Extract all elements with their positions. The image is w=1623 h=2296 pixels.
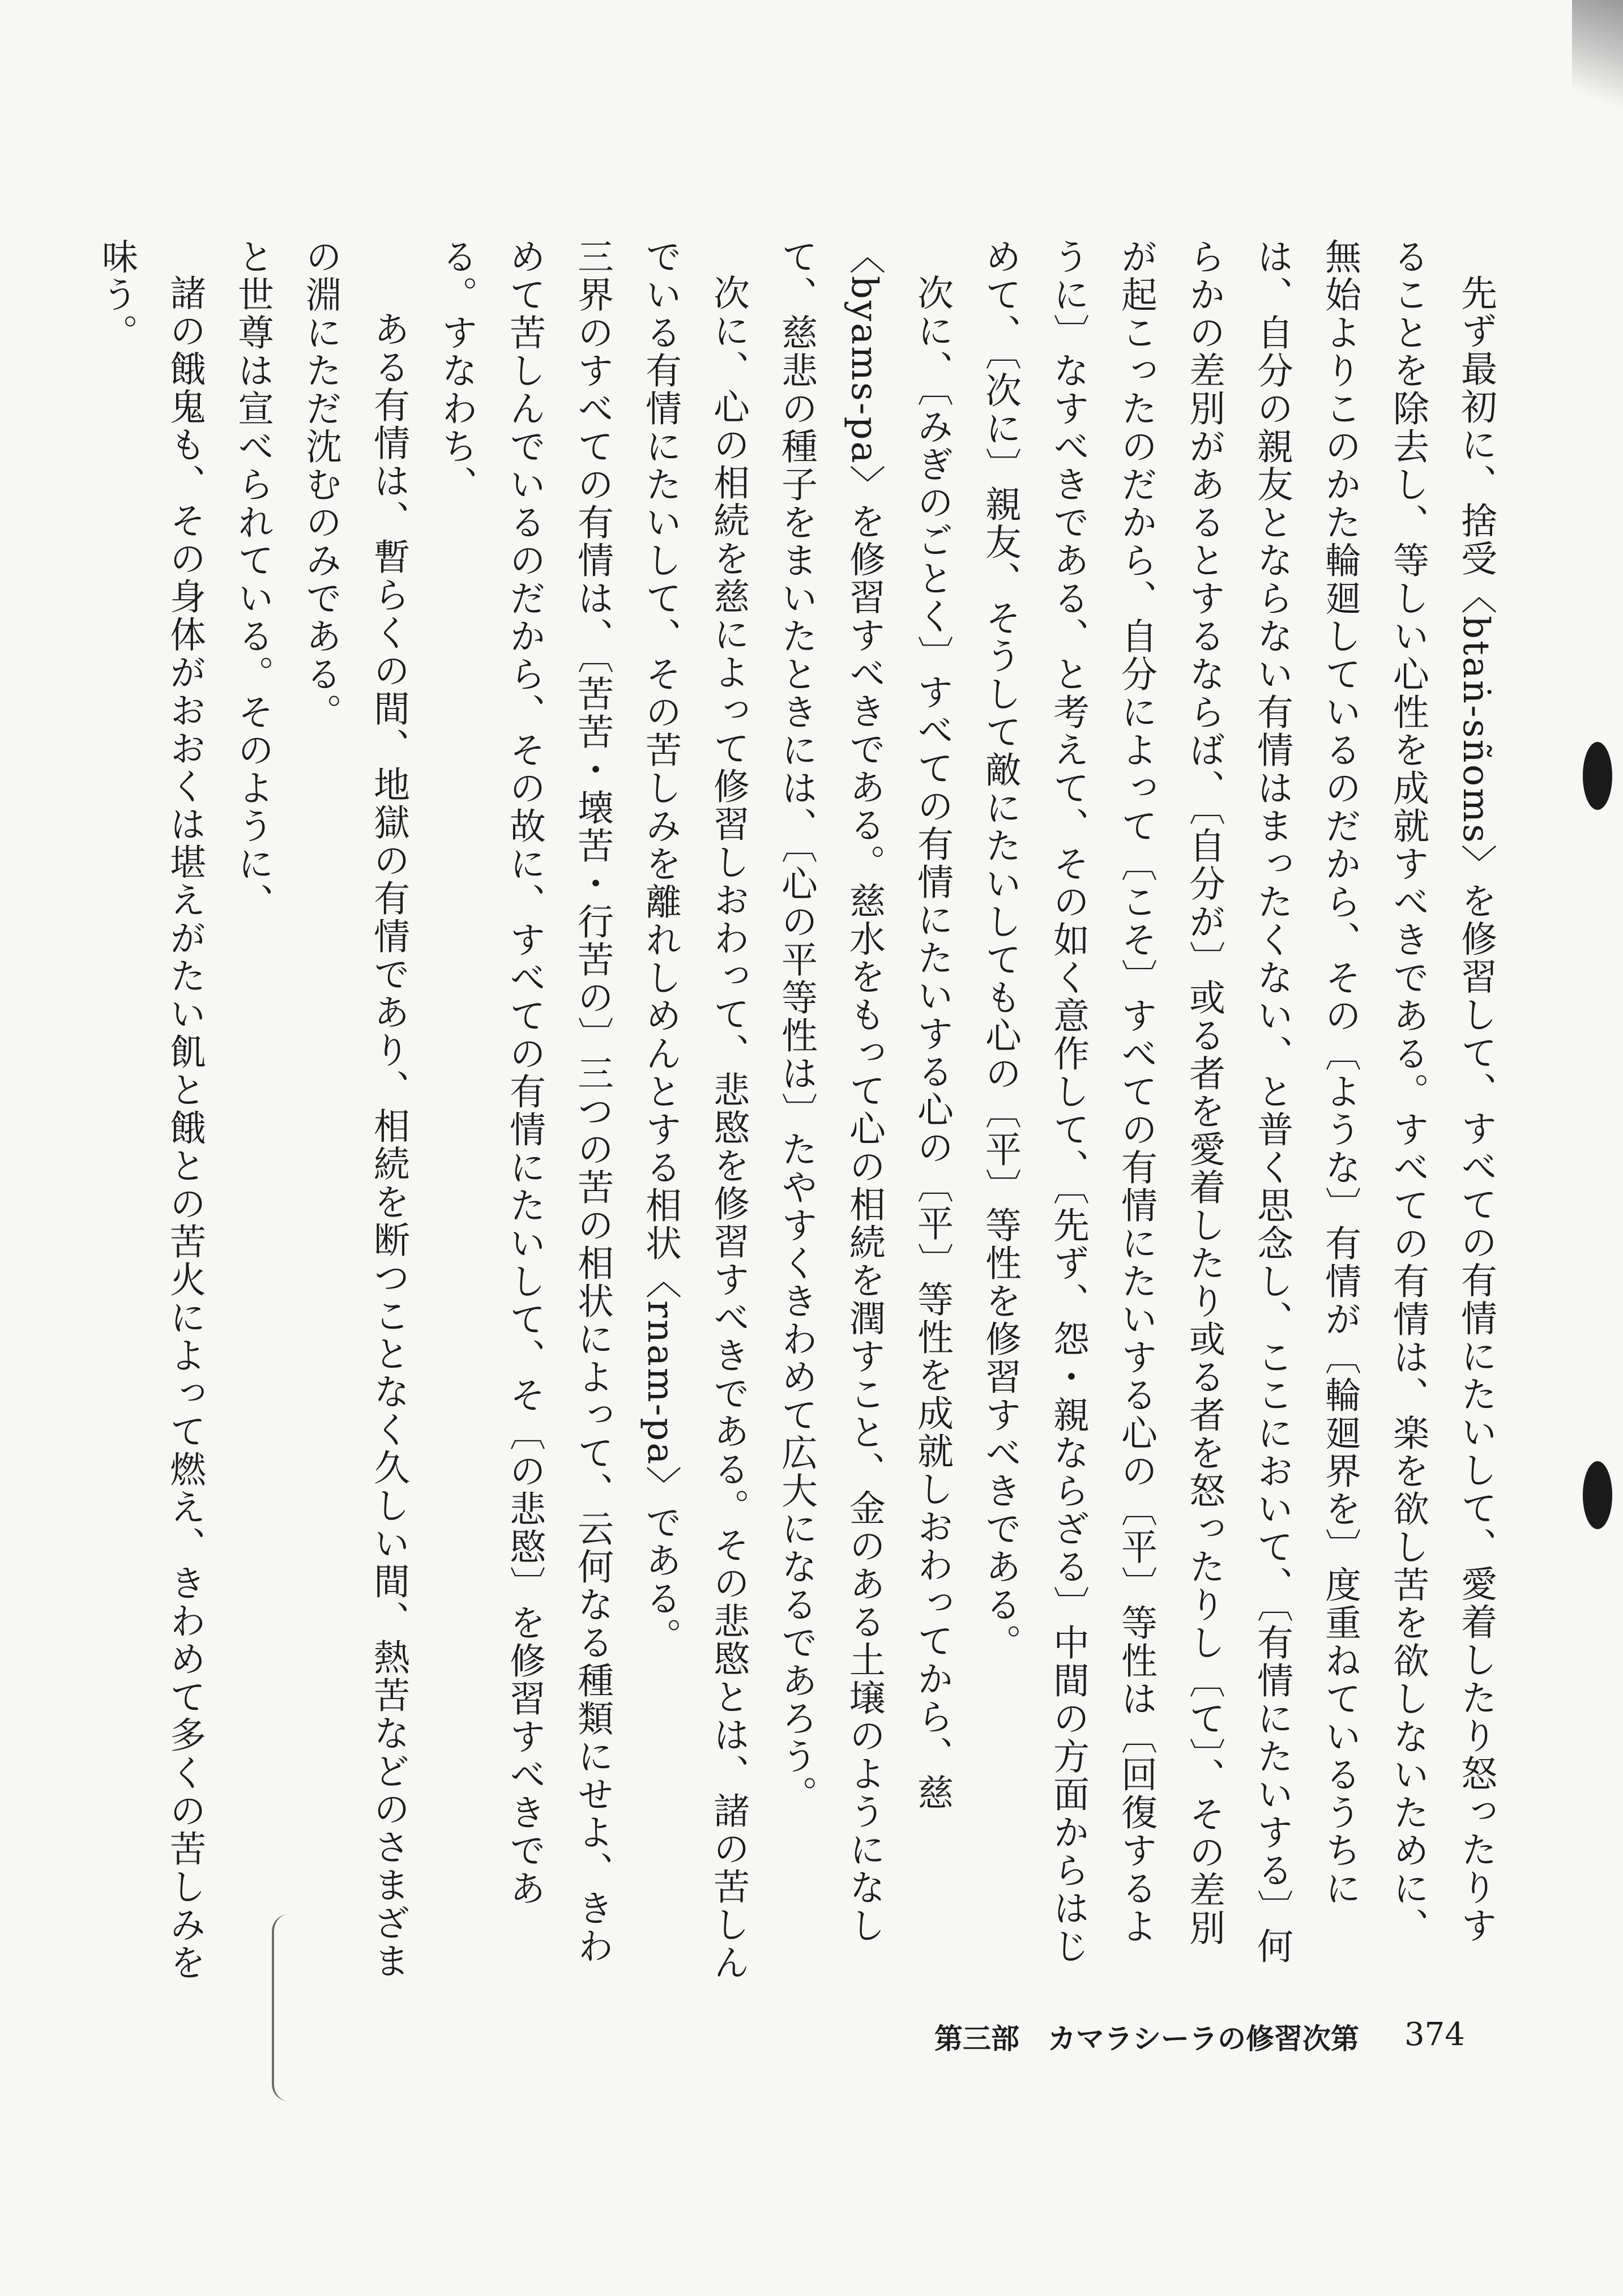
paragraph: と世尊は宣べられている。そのように、: [232, 238, 274, 921]
body-text: [96, 238, 1510, 1982]
binding-hole: [1583, 742, 1612, 810]
paragraph: 次に、心の相続を慈によって修習しおわって、悲愍を修習すべきである。その悲愍とは、諸の苦しんでいる有情にたいして、その苦しみを離れしめんとする相状〈rnam-pa〉である。: [639, 238, 749, 1982]
binding-hole: [1583, 1461, 1612, 1529]
paragraph: 先ず最初に、捨受〈btaṅ-sñoms〉を修習して、すべての有情にたいして、愛着したり怒ったりすることを除去し、等しい心性を成就すべきである。すべての有情は、楽を欲し苦を欲しないために、無始よりこのかた輪廻しているのだから、その〔ような〕有情が〔輪廻界を〕度重ねているうちには、自分の親友とならない有情はまったくない、と普く思念し、ここにおいて、〔有情にたいする〕何らかの差別があるとするならば、〔自分が〕或る者を愛着したり或る者を怒ったりし〔て〕、その差別が起こったのだから、自分によって〔こそ〕すべての有情にたいする心の〔平〕等性は〔回復するように〕なすべきである、と考えて、その如く意作して、〔先ず、怨・親ならざる〕中間の方面からはじめて、〔次に〕親友、そうして敵にたいしても心の〔平〕等性を修習すべきである。: [979, 238, 1497, 1965]
page-number: 374: [1404, 2016, 1465, 2053]
scan-edge-shadow: [1572, 0, 1623, 119]
paragraph: 三界のすべての有情は、〔苦苦・壊苦・行苦の〕三つの苦の相状によって、云何なる種類にせよ、きわめて苦しんでいるのだから、その故に、すべての有情にたいして、そ〔の悲愍〕を修習すべきである。すなわち、: [435, 238, 613, 1965]
paragraph: 次に、〔みぎのごとく〕すべての有情にたいする心の〔平〕等性を成就しおわってから、慈〈byams-pa〉を修習すべきである。慈水をもって心の相続を潤すこと、金のある土壌のようになして、慈悲の種子をまいたときには、〔心の平等性は〕たやすくきわめて広大になるであろう。: [775, 238, 953, 1945]
running-head: 第三部 カマラシーラの修習次第: [934, 2022, 1359, 2055]
paragraph: 諸の餓鬼も、その身体がおおくは堪えがたい飢と餓との苦火によって燃え、きわめて多くの苦しみを味う。: [96, 238, 206, 1982]
quoted-verse: ある有情は、暫らくの間、地獄の有情であり、相続を断つことなく久しい間、熱苦などのさまざまの淵にただ沈むのみである。: [300, 238, 409, 1980]
handwritten-bracket-mark: [272, 1914, 314, 2101]
